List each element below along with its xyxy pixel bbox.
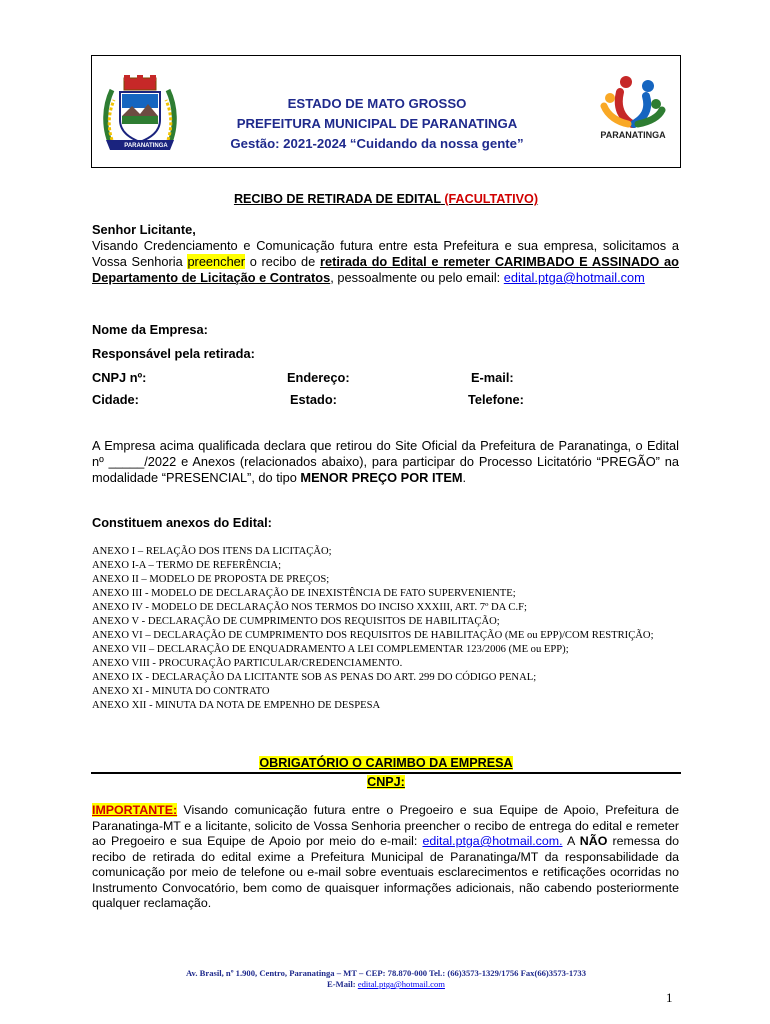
declaration-paragraph [92,438,679,486]
city-label: Cidade: [92,392,139,407]
greeting: Senhor Licitante, [92,222,196,237]
title-main: RECIBO DE RETIRADA DE EDITAL [233,192,441,206]
footer-address: Av. Brasil, nº 1.900, Centro, Paranatinga – MT – CEP: 78.870-000 Tel.: (66)3573-1329/1756 Fax(66)3573-1733 [185,968,587,978]
title-suffix: (FACULTATIVO) [444,192,539,206]
intro-paragraph [92,238,679,286]
list-item: ANEXO IV - MODELO DE DECLARAÇÃO NOS TERMOS DO INCISO XXXIII, ART. 7º DA C.F; [92,602,527,613]
list-item: ANEXO V - DECLARAÇÃO DE CUMPRIMENTO DOS REQUISITOS DE HABILITAÇÃO; [92,616,500,627]
list-item: ANEXO III - MODELO DE DECLARAÇÃO DE INEXISTÊNCIA DE FATO SUPERVENIENTE; [92,588,516,599]
declaration-end: . [462,470,467,485]
address-label: Endereço: [287,370,350,385]
municipal-crest-icon [100,72,180,154]
stamp-required-text: OBRIGATÓRIO O CARIMBO DA EMPRESA [259,756,513,770]
company-name-label: Nome da Empresa: [92,322,208,337]
important-email-link[interactable]: edital.ptga@hotmail.com. [422,834,563,848]
intro-text-1: Visando Credenciamento e Comunicação futura entre esta Prefeitura e sua empresa, solicitamos a Vossa Senhoria [92,238,679,269]
footer-email-label: E-Mail: [327,979,358,989]
footer-email-line [91,979,681,990]
important-not: NÃO [579,834,608,848]
responsible-label: Responsável pela retirada: [92,346,255,361]
intro-email-link[interactable]: edital.ptga@hotmail.com [503,270,645,285]
list-item: ANEXO I – RELAÇÃO DOS ITENS DA LICITAÇÃO; [92,546,332,557]
page-number: 1 [666,990,673,1005]
important-paragraph [92,803,679,912]
intro-text-3: , pessoalmente ou pelo email: [330,270,504,285]
letterhead [91,55,681,168]
intro-instruction: retirada do Edital e remeter CARIMBADO E ASSINADO ao Departamento de Licitação e Contratos [92,254,679,285]
important-label: IMPORTANTE: [92,803,178,817]
administration-motto: Gestão: 2021-2024 “Cuidando da nossa gente” [230,136,524,151]
list-item: ANEXO IX - DECLARAÇÃO DA LICITANTE SOB AS PENAS DO ART. 299 DO CÓDIGO PENAL; [92,672,537,683]
annex-list [92,545,679,713]
state-name: ESTADO DE MATO GROSSO [287,96,467,111]
divider [91,772,681,774]
intro-highlight: preencher [187,254,246,269]
document-title [91,192,681,206]
list-item: ANEXO I-A – TERMO DE REFERÊNCIA; [92,560,282,571]
state-label: Estado: [290,392,337,407]
stamp-cnpj [91,775,681,790]
letterhead-text [192,94,562,154]
list-item: ANEXO II – MODELO DE PROPOSTA DE PREÇOS; [92,574,330,585]
declaration-text: A Empresa acima qualificada declara que retirou do Site Oficial da Prefeitura de Paranatinga, o Edital nº _____/2022 e Anexos (relacionados abaixo), para participar do Processo Licitatório “PREGÃO” na modalidade “PRESENCIAL”, do tipo [92,438,679,485]
municipality-name: PREFEITURA MUNICIPAL DE PARANATINGA [236,116,518,131]
email-label: E-mail: [471,370,514,385]
annex-heading: Constituem anexos do Edital: [92,515,272,530]
list-item: ANEXO VII – DECLARAÇÃO DE ENQUADRAMENTO A LEI COMPLEMENTAR 123/2006 (ME ou EPP); [92,644,569,655]
list-item: ANEXO XII - MINUTA DA NOTA DE EMPENHO DE DESPESA [92,700,381,711]
important-text-2: A [562,834,580,848]
declaration-type: MENOR PREÇO POR ITEM [300,470,463,485]
important-text-3: remessa do recibo de retirada do edital exime a Prefeitura Municipal de Paranatinga/MT da responsabilidade da comunicação por meio de telefone ou e-mail sobre eventuais esclarecimentos e retificações ocorridas no Instrumento Convocatório, bem como de quaisquer informações adicionais, não cabendo posteriormente qualquer reclamação. [92,834,680,910]
stamp-cnpj-label: CNPJ: [367,775,405,789]
list-item: ANEXO VIII - PROCURAÇÃO PARTICULAR/CREDENCIAMENTO. [92,658,403,669]
list-item: ANEXO VI – DECLARAÇÃO DE CUMPRIMENTO DOS REQUISITOS DE HABILITAÇÃO (ME ou EPP)/COM RESTRIÇÃO; [92,630,654,641]
important-text-1: Visando comunicação futura entre o Pregoeiro e sua Equipe de Apoio, Prefeitura de Paranatinga-MT e a licitante, solicito de Vossa Senhoria preencher o recibo de entrega do edital e remeter ao Pregoeiro e sua Equipe de Apoio por meio do e-mail: [92,803,679,848]
phone-label: Telefone: [468,392,524,407]
intro-text-2: o recibo de [245,254,320,269]
page-footer [91,968,681,990]
footer-email-link[interactable]: edital.ptga@hotmail.com [357,979,445,989]
cnpj-label: CNPJ nº: [92,370,147,385]
crest-ribbon-text: PARANATINGA [124,143,168,149]
stamp-notice [91,756,681,771]
list-item: ANEXO XI - MINUTA DO CONTRATO [92,686,270,697]
logo-text: PARANATINGA [600,130,666,140]
